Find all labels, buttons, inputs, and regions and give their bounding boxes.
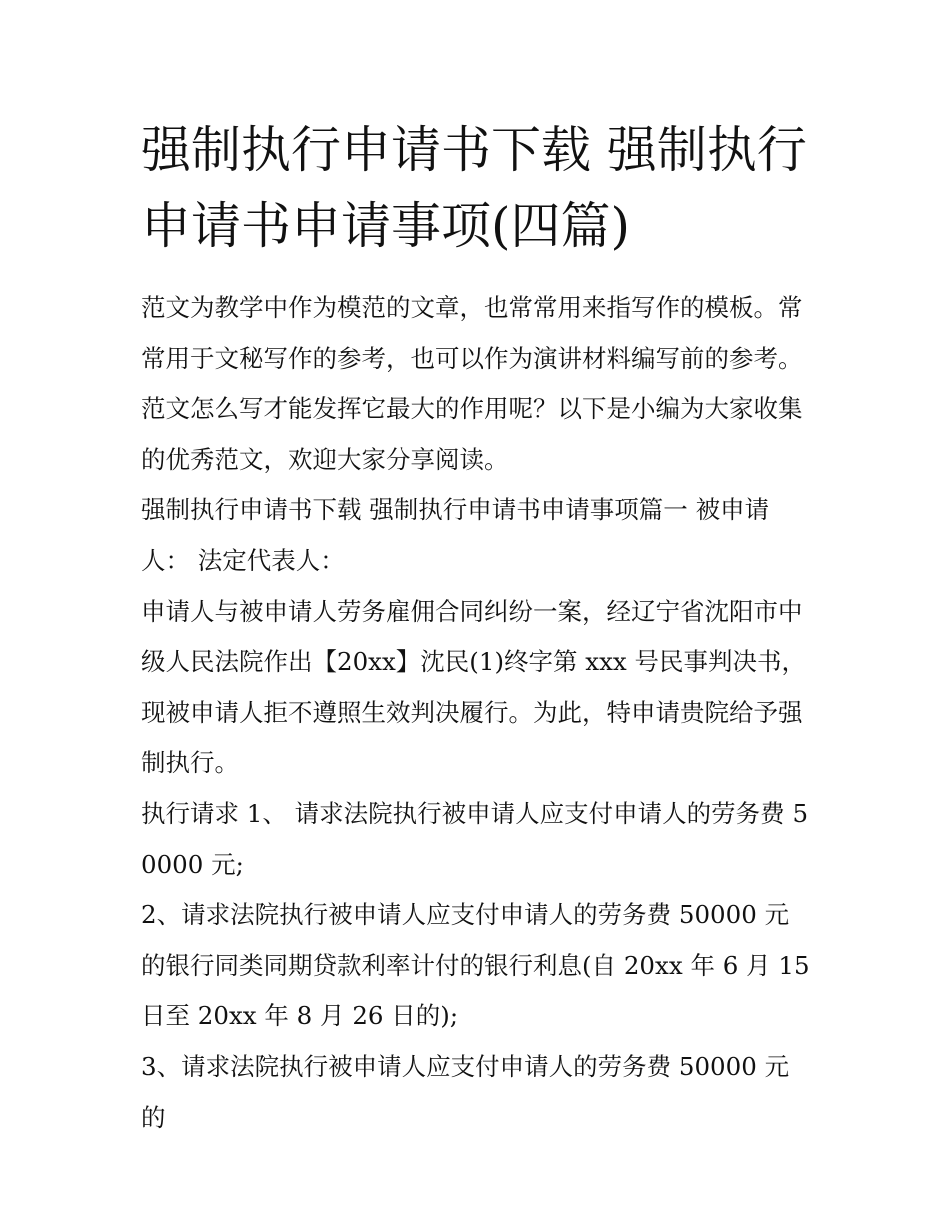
document-body bbox=[141, 283, 813, 1143]
paragraph-request-1: 执行请求 1、 请求法院执行被申请人应支付申请人的劳务费 50000 元; bbox=[141, 798, 809, 879]
paragraph-request-3: 3、请求法院执行被申请人应支付申请人的劳务费 50000 元的 bbox=[141, 1051, 790, 1132]
paragraph-case-statement: 申请人与被申请人劳务雇佣合同纠纷一案，经辽宁省沈阳市中级人民法院作出【20xx】沈民(1)终字第 xxx 号民事判决书，现被申请人拒不遵照生效判决履行。为此，特申请贵院给予强制执行。 bbox=[141, 596, 807, 778]
paragraph-intro: 范文为教学中作为模范的文章，也常常用来指写作的模板。常常用于文秘写作的参考，也可以作为演讲材料编写前的参考。范文怎么写才能发挥它最大的作用呢？以下是小编为大家收集的优秀范文，欢迎大家分享阅读。 bbox=[141, 293, 803, 474]
paragraph-request-2: 2、请求法院执行被申请人应支付申请人的劳务费 50000 元的银行同类同期贷款利率计付的银行利息(自 20xx 年 6 月 15 日至 20xx 年 8 月 26 日的); bbox=[141, 900, 810, 1031]
document-title: 强制执行申请书下载 强制执行申请书申请事项(四篇) bbox=[141, 121, 807, 255]
paragraph-section-heading: 强制执行申请书下载 强制执行申请书申请事项篇一 被申请人： 法定代表人： bbox=[141, 495, 770, 575]
